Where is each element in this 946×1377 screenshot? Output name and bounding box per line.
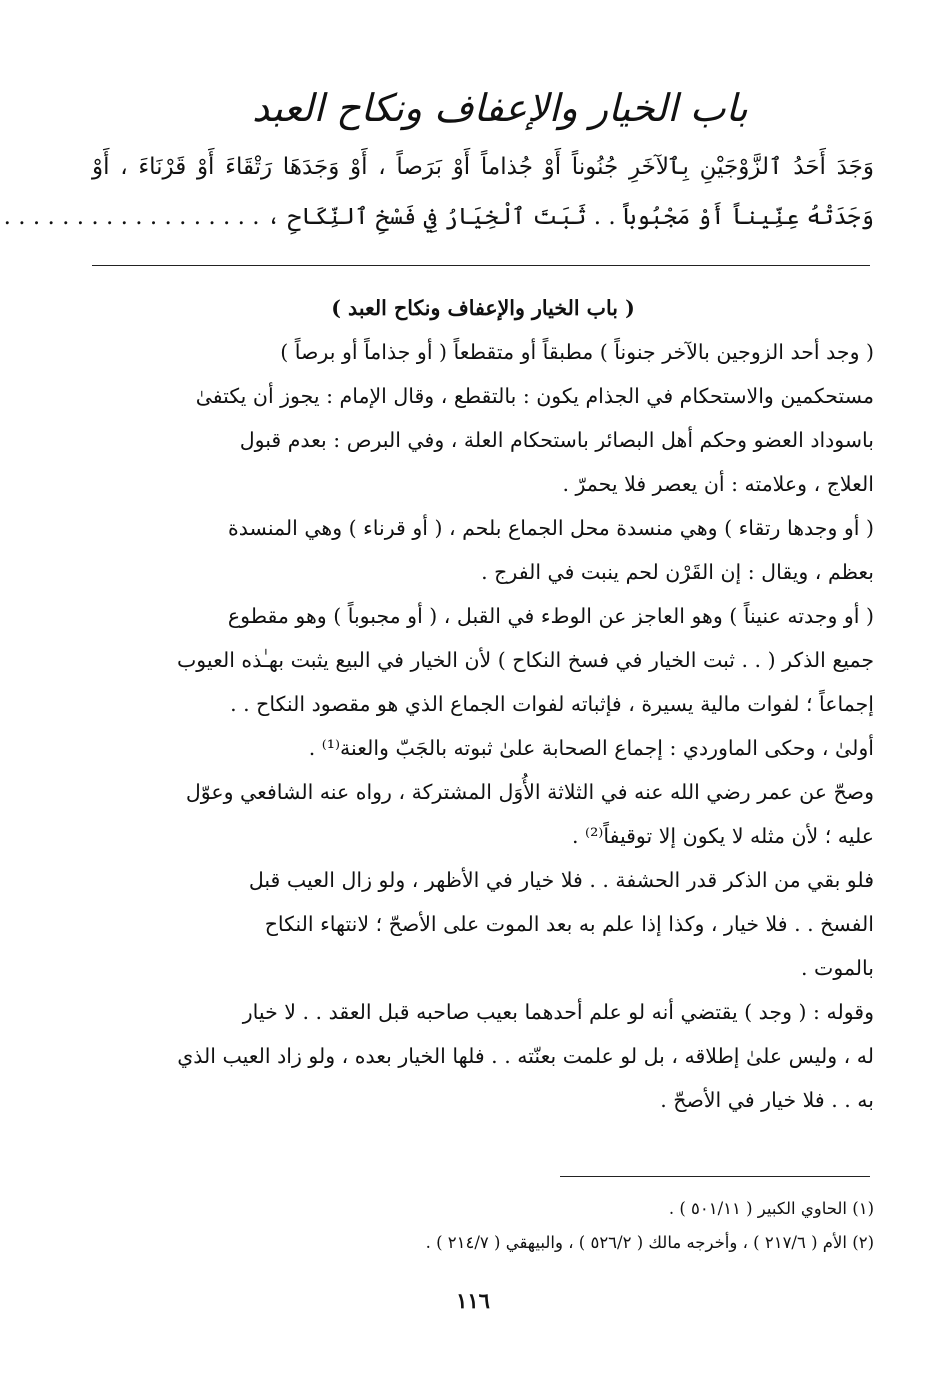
page-number: ١١٦ [456,1288,490,1313]
footnote: (٢) الأم ( ٢١٧/٦ ) ، وأخرجه مالك ( ٥٢٦/٢ ) ، والبيهقي ( ٢١٤/٧ ) . [425,1233,874,1252]
paragraph-line: وقوله : ( وجد ) يقتضي أنه لو علم أحدهما بعيب صاحبه قبل العقد . . لا خيار [242,1000,874,1024]
separator-line [92,265,870,266]
footnote: (١) الحاوي الكبير ( ٥٠١/١١ ) . [668,1199,874,1218]
matn-line: وَجَدَتْهُ عِنِّيناً أَوْ مَجْبُوباً . . ثَبَتَ ٱلْخِيَارُ فِي فَسْخِ ٱلنِّكَاحِ ، . . . . . . . . . . . . . . . . . . [3,204,874,230]
paragraph-line: به . . فلا خيار في الأصحّ . [660,1088,874,1112]
paragraph-line: وصحّ عن عمر رضي الله عنه في الثلاثة الأُوَل المشتركة ، رواه عنه الشافعي وعوّل [185,780,874,804]
matn-line: وَجَدَ أَحَدُ ٱلزَّوْجَيْنِ بِٱلآخَرِ جُنُوناً أَوْ جُذاماً أَوْ بَرَصاً ، أَوْ وَجَدَهَا رَتْقَاءَ أَوْ قَرْنَاءَ ، أَوْ [92,154,874,180]
commentary-heading: ( باب الخيار والإعفاف ونكاح العبد ) [331,296,635,320]
paragraph-line: عليه ؛ لأن مثله لا يكون إلا توقيفاً⁽²⁾ . [572,824,874,848]
paragraph-line: باسوداد العضو وحكم أهل البصائر باستحكام العلة ، وفي البرص : بعدم قبول [239,428,874,452]
paragraph-line: ( أو وجدته عنيناً ) وهو العاجز عن الوطء في القبل ، ( أو مجبوباً ) وهو مقطوع [227,604,874,628]
chapter-title: باب الخيار والإعفاف ونكاح العبد [252,86,748,130]
paragraph-line: ( أو وجدها رتقاء ) وهي منسدة محل الجماع بلحم ، ( أو قرناء ) وهي المنسدة [228,516,874,540]
paragraph-line: الفسخ . . فلا خيار ، وكذا إذا علم به بعد الموت على الأصحّ ؛ لانتهاء النكاح [264,912,874,936]
footnotes [92,1192,874,1260]
paragraph-line: إجماعاً ؛ لفوات مالية يسيرة ، فإثباته لفوات الجماع الذي هو مقصود النكاح . . [230,692,874,716]
paragraph-line: فلو بقي من الذكر قدر الحشفة . . فلا خيار في الأظهر ، ولو زال العيب قبل [248,868,874,892]
matn-text [3,142,874,242]
paragraph-line: العلاج ، وعلامته : أن يعصر فلا يحمرّ . [562,472,874,496]
paragraph-line: بعظم ، ويقال : إن القَرْن لحم ينبت في الفرج . [481,560,874,584]
paragraph-line: جميع الذكر ( . . ثبت الخيار في فسخ النكاح ) لأن الخيار في البيع يثبت بهـٰذه العيوب [177,648,874,672]
paragraph-line: له ، وليس علىٰ إطلاقه ، بل لو علمت بعنّته . . فلها الخيار بعده ، ولو زاد العيب الذي [177,1044,874,1068]
commentary-text [92,286,874,1122]
paragraph-line: ( وجد أحد الزوجين بالآخر جنوناً ) مطبقاً أو متقطعاً ( أو جذاماً أو برصاً ) [280,340,874,364]
paragraph-line: بالموت . [801,956,874,980]
paragraph-line: أولىٰ ، وحكى الماوردي : إجماع الصحابة علىٰ ثبوته بالجَبّ والعنة⁽¹⁾ . [308,736,874,760]
footnote-separator [560,1176,870,1177]
paragraph-line: مستحكمين والاستحكام في الجذام يكون : بالتقطع ، وقال الإمام : يجوز أن يكتفىٰ [195,384,874,408]
